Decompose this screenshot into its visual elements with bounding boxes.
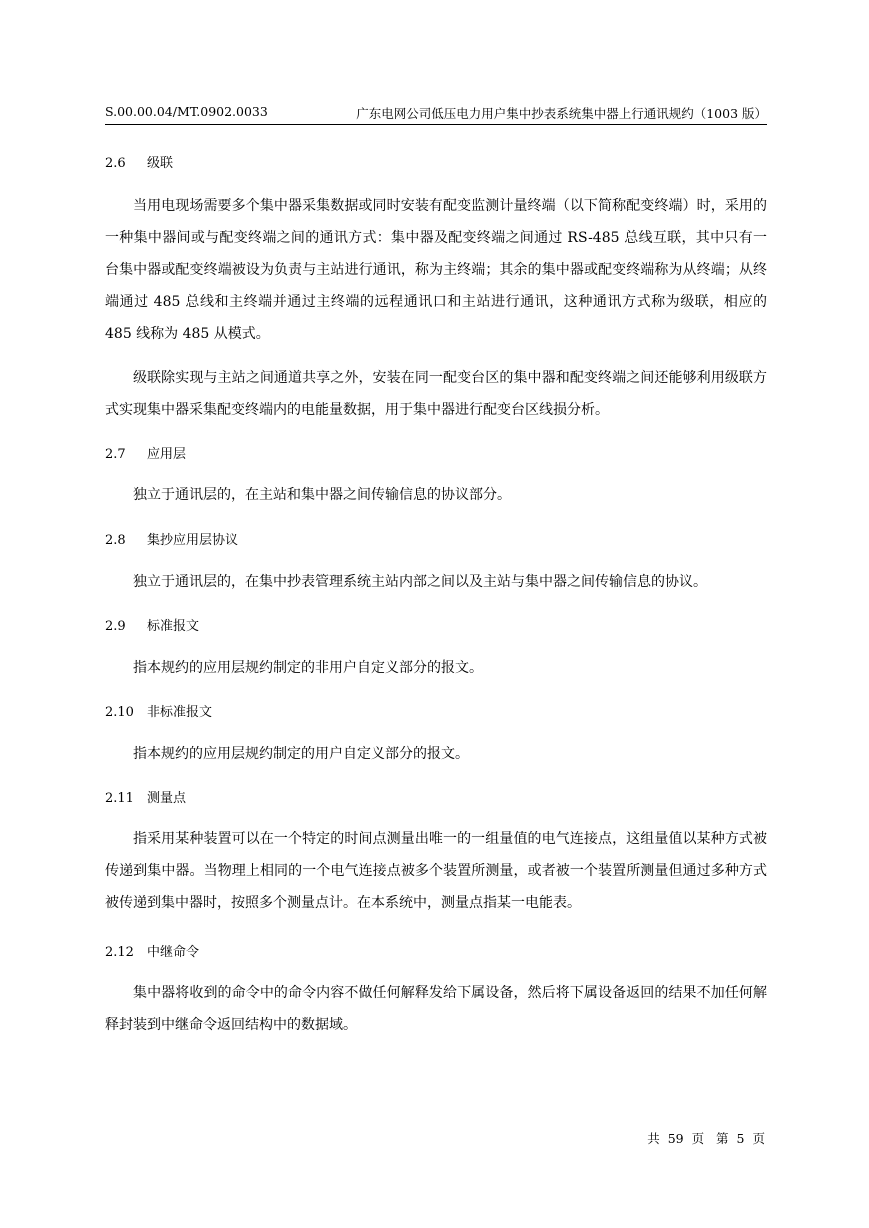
section-heading [105,787,186,806]
section-title: 中继命令 [147,945,200,960]
document-title: 广东电网公司低压电力用户集中抄表系统集中器上行通讯规约（1003 版） [356,106,767,121]
page-unit: 页 [691,1131,705,1146]
section-number: 2.6 [105,156,126,171]
document-code: S.00.00.04/MT.0902.0033 [105,104,268,119]
page-header [105,104,767,125]
section-title: 标准报文 [147,619,200,634]
paragraph: 独立于通讯层的，在主站和集中器之间传输信息的协议部分。 [133,487,511,503]
paragraph: 指本规约的应用层规约制定的非用户自定义部分的报文。 [133,660,483,676]
current-unit: 页 [752,1131,765,1146]
section-heading [105,152,173,171]
section-heading [105,615,199,634]
section-number: 2.9 [105,619,126,634]
paragraph: 当用电现场需要多个集中器采集数据或同时安装有配变监测计量终端（以下简称配变终端）时，采用的一种集中器间或与配变终端之间的通讯方式：集中器及配变终端之间通过 RS-485 总线互联，其中只有一台集中器或配变终端被设为负责与主站进行通讯，称为主终端；其余的集中器或配变终端称为从终端；从终端通过 485 总线和主终端并通过主终端的远程通讯口和主站进行通讯，这种通讯方式称为级联，相应的 485 线称为 485 从模式。 [105,198,767,342]
paragraph: 级联除实现与主站之间通道共享之外，安装在同一配变台区的集中器和配变终端之间还能够利用级联方式实现集中器采集配变终端内的电能量数据，用于集中器进行配变台区线损分析。 [105,370,767,418]
total-label: 共 [647,1131,660,1146]
paragraph: 独立于通讯层的，在集中抄表管理系统主站内部之间以及主站与集中器之间传输信息的协议。 [133,574,707,590]
section-heading [105,443,186,462]
current-label: 第 [716,1131,729,1146]
section-title: 测量点 [147,791,187,806]
section-heading [105,941,199,960]
section-title: 级联 [147,156,174,171]
section-title: 非标准报文 [147,705,213,720]
page-footer [645,1129,767,1147]
section-heading [105,701,212,720]
section-title: 集抄应用层协议 [147,533,239,548]
paragraph: 集中器将收到的命令中的命令内容不做任何解释发给下属设备，然后将下属设备返回的结果不加任何解释封装到中继命令返回结构中的数据域。 [105,985,767,1033]
section-title: 应用层 [147,447,187,462]
section-number: 2.12 [105,945,134,960]
section-number: 2.7 [105,447,126,462]
total-pages: 59 [667,1131,684,1146]
current-page: 5 [736,1131,745,1146]
section-number: 2.11 [105,791,134,806]
section-number: 2.8 [105,533,126,548]
paragraph: 指本规约的应用层规约制定的用户自定义部分的报文。 [133,746,469,762]
section-heading [105,529,238,548]
paragraph: 指采用某种装置可以在一个特定的时间点测量出唯一的一组量值的电气连接点，这组量值以某种方式被传递到集中器。当物理上相同的一个电气连接点被多个装置所测量，或者被一个装置所测量但通过多种方式被传递到集中器时，按照多个测量点计。在本系统中，测量点指某一电能表。 [105,831,767,911]
section-number: 2.10 [105,705,134,720]
